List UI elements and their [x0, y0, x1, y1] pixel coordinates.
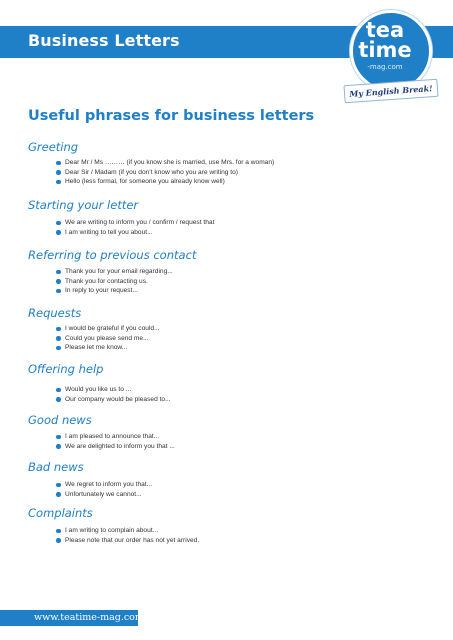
bullet-icon [56, 170, 61, 175]
bullet-icon [56, 483, 61, 488]
list-item: Could you please send me... [56, 334, 160, 344]
bullet-icon [56, 444, 61, 449]
bullet-icon [56, 388, 61, 393]
bullet-icon [56, 289, 61, 294]
phrase-list-starting-your-letter [56, 218, 214, 237]
list-item: I would be grateful if you could... [56, 324, 160, 334]
list-item: Please note that our order has not yet arrived. [56, 536, 199, 546]
list-item: Our company would be pleased to... [56, 395, 171, 405]
bullet-icon [56, 180, 61, 185]
section-title-starting-your-letter: Starting your letter [28, 198, 139, 212]
list-item: We are writing to inform you / confirm / request that [56, 218, 214, 228]
list-item: Please let me know... [56, 343, 160, 353]
bullet-icon [56, 279, 61, 284]
section-title-greeting: Greeting [28, 140, 79, 154]
phrase-list-greeting [56, 158, 274, 187]
logo-word-tea: tea [365, 18, 405, 42]
phrase-list-complaints [56, 526, 199, 545]
phrase-list-offering-help [56, 385, 171, 404]
bullet-icon [56, 221, 61, 226]
bullet-icon [56, 538, 61, 543]
bullet-icon [56, 397, 61, 402]
list-item: I am writing to complain about... [56, 526, 199, 536]
phrase-list-referring-to-previous-contact [56, 267, 173, 296]
section-title-requests: Requests [28, 306, 82, 320]
bullet-icon [56, 230, 61, 235]
list-item: Unfortunately we cannot... [56, 490, 152, 500]
bullet-icon [56, 346, 61, 351]
list-item: Would you like us to ... [56, 385, 171, 395]
bullet-icon [56, 327, 61, 332]
list-item: I am pleased to announce that... [56, 432, 175, 442]
list-item: Dear Sir / Madam (if you don’t know who you are writing to) [56, 168, 274, 178]
section-title-referring-to-previous-contact: Referring to previous contact [28, 248, 197, 262]
document-heading: Useful phrases for business letters [28, 108, 315, 124]
list-item: Thank you for your email regarding... [56, 267, 173, 277]
bullet-icon [56, 435, 61, 440]
bullet-icon [56, 161, 61, 166]
phrase-list-good-news [56, 432, 175, 451]
bullet-icon [56, 529, 61, 534]
list-item: In reply to your request... [56, 286, 173, 296]
section-title-offering-help: Offering help [28, 362, 104, 376]
section-title-complaints: Complaints [28, 506, 93, 520]
list-item: Thank you for contacting us. [56, 277, 173, 287]
teatime-logo[interactable] [344, 10, 436, 98]
list-item: Dear Mr / Ms ……… (if you know she is married, use Mrs. for a woman) [56, 158, 274, 168]
bullet-icon [56, 492, 61, 497]
list-item: Hello (less formal, for someone you already know well) [56, 177, 274, 187]
list-item: I am writing to tell you about... [56, 228, 214, 238]
list-item: We are delighted to inform you that ... [56, 442, 175, 452]
phrase-list-bad-news [56, 480, 152, 499]
logo-ribbon: My English Break! [343, 79, 438, 104]
section-title-good-news: Good news [28, 413, 92, 427]
section-title-bad-news: Bad news [28, 460, 84, 474]
phrase-list-requests [56, 324, 160, 353]
page-title: Business Letters [28, 31, 180, 50]
list-item: We regret to inform you that... [56, 480, 152, 490]
logo-domain: -mag.com [367, 63, 403, 71]
logo-word-time: time [358, 38, 412, 62]
footer-url-link[interactable]: www.teatime-mag.com [34, 612, 144, 623]
bullet-icon [56, 270, 61, 275]
bullet-icon [56, 336, 61, 341]
